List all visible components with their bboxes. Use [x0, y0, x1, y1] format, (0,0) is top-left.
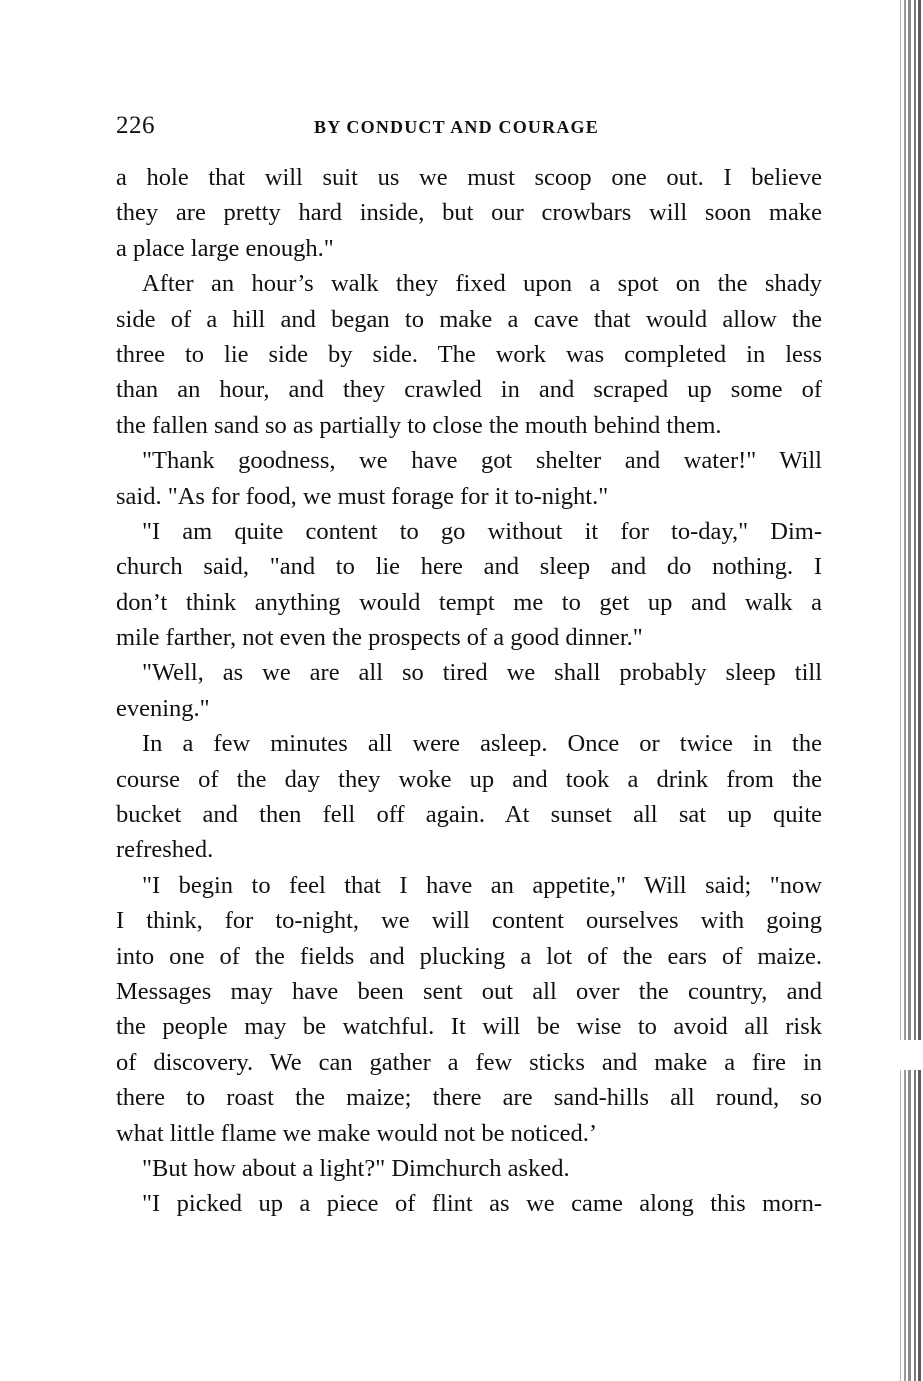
text-line-27: there to roast the maize; there are sand-hills all round, so — [116, 1084, 822, 1112]
text-line-6: three to lie side by side. The work was completed in less — [116, 340, 822, 368]
text-line-29: "But how about a light?" Dimchurch asked. — [142, 1154, 570, 1182]
text-line-22: I think, for to-night, we will content ourselves with going — [116, 907, 822, 935]
text-line-13: don’t think anything would tempt me to get up and walk a — [116, 588, 822, 616]
text-line-20: refreshed. — [116, 836, 214, 864]
text-line-28: what little flame we make would not be noticed.’ — [116, 1119, 598, 1147]
text-line-7: than an hour, and they crawled in and scraped up some of — [116, 376, 822, 404]
text-line-3: a place large enough." — [116, 234, 334, 262]
text-line-30: "I picked up a piece of flint as we came along this morn- — [142, 1190, 822, 1218]
text-line-4: After an hour’s walk they fixed upon a spot on the shady — [142, 270, 822, 298]
text-line-14: mile farther, not even the prospects of a good dinner." — [116, 624, 643, 652]
text-line-10: said. "As for food, we must forage for it to-night." — [116, 482, 609, 510]
text-line-18: course of the day they woke up and took a drink from the — [116, 765, 822, 793]
body-text — [116, 160, 822, 1222]
text-line-24: Messages may have been sent out all over the country, and — [116, 977, 822, 1005]
text-line-17: In a few minutes all were asleep. Once or twice in the — [142, 730, 822, 758]
text-line-16: evening." — [116, 694, 210, 722]
text-line-12: church said, "and to lie here and sleep and do nothing. I — [116, 553, 822, 581]
page-header — [116, 112, 822, 142]
text-line-15: "Well, as we are all so tired we shall probably sleep till — [142, 659, 822, 687]
text-line-1: a hole that will suit us we must scoop one out. I believe — [116, 164, 822, 191]
text-line-8: the fallen sand so as partially to close the mouth behind them. — [116, 411, 722, 439]
text-line-23: into one of the fields and plucking a lot of the ears of maize. — [116, 942, 822, 970]
running-title: BY CONDUCT AND COURAGE — [314, 117, 599, 137]
text-line-26: of discovery. We can gather a few sticks and make a fire in — [116, 1048, 822, 1076]
page-number: 226 — [116, 112, 155, 139]
text-line-19: bucket and then fell off again. At sunset all sat up quite — [116, 801, 822, 829]
text-line-2: they are pretty hard inside, but our crowbars will soon make — [116, 199, 822, 227]
text-line-9: "Thank goodness, we have got shelter and water!" Will — [142, 447, 822, 475]
text-line-5: side of a hill and began to make a cave that would allow the — [116, 305, 822, 333]
text-line-21: "I begin to feel that I have an appetite," Will said; "now — [142, 871, 822, 899]
scan-binding-edge — [895, 0, 923, 1381]
text-line-25: the people may be watchful. It will be wise to avoid all risk — [116, 1013, 822, 1041]
text-line-11: "I am quite content to go without it for to-day," Dim- — [142, 517, 822, 545]
